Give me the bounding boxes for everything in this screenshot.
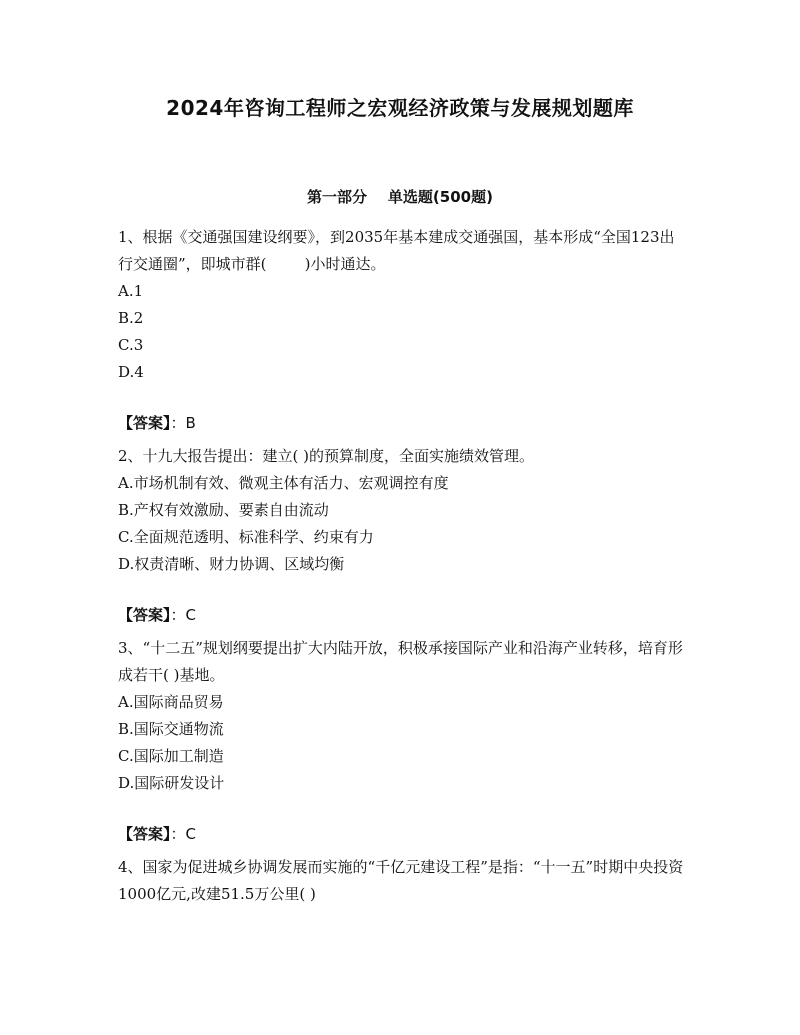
section-title: 第一部分 单选题(500题) bbox=[307, 188, 493, 206]
question-1 bbox=[118, 224, 688, 437]
question-text: 2、十九大报告提出：建立( )的预算制度，全面实施绩效管理。 bbox=[118, 447, 535, 465]
question-text: 3、“十二五”规划纲要提出扩大内陆开放，积极承接国际产业和沿海产业转移，培育形成若干( )基地。 bbox=[118, 639, 683, 684]
question-3 bbox=[118, 635, 688, 848]
answer-value: ：B bbox=[170, 414, 196, 432]
option-a: A.市场机制有效、微观主体有活力、宏观调控有度 bbox=[118, 474, 449, 492]
option-d: D.国际研发设计 bbox=[118, 774, 225, 792]
answer-line bbox=[118, 410, 688, 437]
question-2 bbox=[118, 443, 688, 629]
option-a: A.国际商品贸易 bbox=[118, 693, 224, 711]
question-text: 4、国家为促进城乡协调发展而实施的“千亿元建设工程”是指：“十一五”时期中央投资1000亿元,改建51.5万公里( ) bbox=[118, 858, 684, 903]
option-c: C.全面规范透明、标准科学、约束有力 bbox=[118, 528, 374, 546]
answer-label: 【答案】 bbox=[118, 606, 171, 624]
question-4 bbox=[118, 854, 688, 908]
answer-value: ：C bbox=[170, 825, 196, 843]
answer-label: 【答案】 bbox=[118, 825, 171, 843]
option-a: A.1 bbox=[118, 282, 144, 300]
document-title: 2024年咨询工程师之宏观经济政策与发展规划题库 bbox=[166, 96, 634, 120]
option-c: C.3 bbox=[118, 336, 144, 354]
answer-line bbox=[118, 821, 688, 848]
option-d: D.权责清晰、财力协调、区域均衡 bbox=[118, 555, 345, 573]
option-b: B.2 bbox=[118, 309, 144, 327]
answer-label: 【答案】 bbox=[118, 414, 171, 432]
option-d: D.4 bbox=[118, 363, 144, 381]
option-c: C.国际加工制造 bbox=[118, 747, 224, 765]
option-b: B.产权有效激励、要素自由流动 bbox=[118, 501, 329, 519]
option-b: B.国际交通物流 bbox=[118, 720, 224, 738]
answer-value: ：C bbox=[170, 606, 196, 624]
question-text: 1、根据《交通强国建设纲要》，到2035年基本建成交通强国，基本形成“全国123出行交通圈”，即城市群( )小时通达。 bbox=[118, 228, 675, 273]
answer-line bbox=[118, 602, 688, 629]
question-list bbox=[118, 224, 688, 908]
